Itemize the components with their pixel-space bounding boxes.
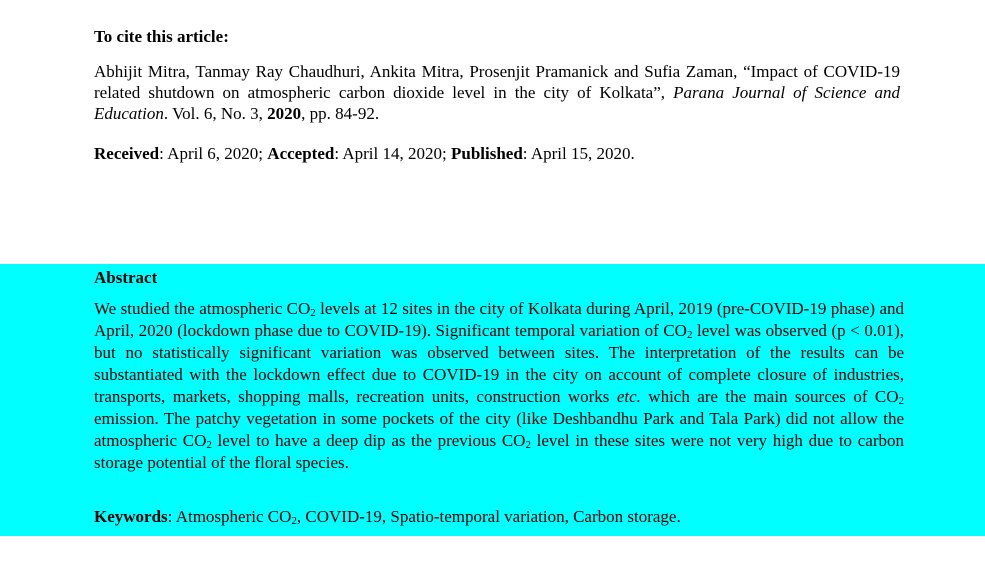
accepted-label: Accepted	[267, 144, 335, 163]
accepted-date: : April 14, 2020;	[334, 144, 447, 163]
keywords-part: : Atmospheric CO	[167, 507, 292, 526]
subscript-2: 2	[525, 439, 531, 451]
subscript-2: 2	[291, 515, 297, 527]
publication-year: 2020	[267, 104, 302, 123]
abstract-text	[94, 298, 904, 474]
subscript-2: 2	[310, 307, 316, 319]
abstract-part: levels at 12 sites in the city of Kolkata during April, 2019 (pre-COVID-19 phase) and April, 2020 (lockdown phase due to COVID-19). Significant temporal variation of CO	[94, 299, 904, 340]
abstract-part: level in these sites were not very high due to carbon storage potential of the floral species.	[94, 431, 904, 472]
authors-title: Abhijit Mitra, Tanmay Ray Chaudhuri, Ankita Mitra, Prosenjit Pramanick and Sufia Zaman, “Impact of COVID-19 related shutdown on atmospheric carbon dioxide level in the city of Kolkata”,	[94, 62, 900, 102]
abstract-part: emission. The patchy vegetation in some pockets of the city (like Deshbandhu Park and Tala Park) did not allow the atmospheric CO	[94, 409, 904, 450]
subscript-2: 2	[686, 329, 693, 341]
keywords-part: , COVID-19, Spatio-temporal variation, Carbon storage.	[296, 507, 681, 526]
abstract-part: level was observed (p < 0.01), but no statistically significant variation was observed between sites. The interpretation of the results can be substantiated with the lockdown effect due to COVID-19 in the city on account of complete closure of industries, transports, markets, shopping malls, recreation units, construction works	[94, 321, 904, 406]
abstract-part: level to have a deep dip as the previous CO	[211, 431, 526, 450]
publication-dates	[94, 143, 900, 164]
citation-text	[94, 61, 900, 124]
abstract-content	[94, 268, 904, 474]
received-label: Received	[94, 144, 160, 163]
citation-block	[94, 27, 900, 164]
subscript-2: 2	[898, 395, 904, 407]
published-date: : April 15, 2020.	[522, 144, 635, 163]
subscript-2: 2	[206, 439, 212, 451]
abstract-heading: Abstract	[94, 268, 158, 287]
journal-name: Parana Journal of Science and Education	[94, 83, 900, 123]
cite-heading: To cite this article:	[94, 27, 229, 46]
abstract-part: We studied the atmospheric CO	[94, 299, 311, 318]
keywords-line	[94, 507, 681, 527]
keywords-label: Keywords	[94, 507, 168, 526]
abstract-part: which are the main sources of CO	[640, 387, 899, 406]
abstract-etc: etc.	[616, 387, 641, 406]
abstract-section	[0, 264, 985, 536]
page-range: , pp. 84-92.	[301, 104, 380, 123]
published-label: Published	[450, 144, 523, 163]
volume-issue: . Vol. 6, No. 3,	[163, 104, 263, 123]
received-date: : April 6, 2020;	[159, 144, 264, 163]
